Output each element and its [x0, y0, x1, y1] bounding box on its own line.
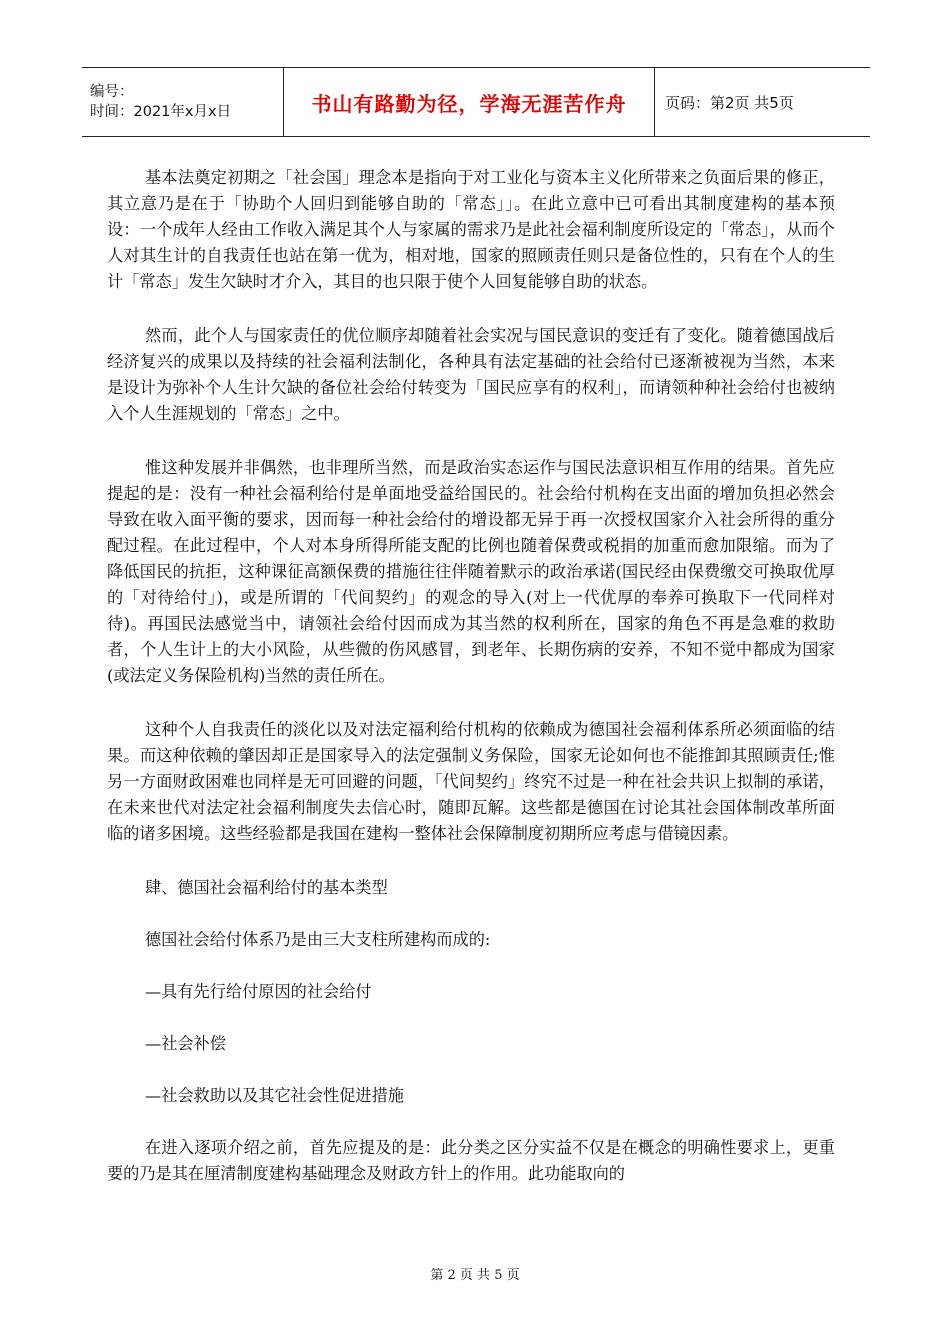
body-paragraph: 这种个人自我责任的淡化以及对法定福利给付机构的依赖成为德国社会福利体系所必须面临的结果。而这种依赖的肇因却正是国家导入的法定强制义务保险，国家无论如何也不能推卸其照顾责任;惟另一方面财政困难也同样是无可回避的问题，「代间契约」终究不过是一种在社会共识上拟制的承诺，在未来世代对法定社会福利制度失去信心时，随即瓦解。这些都是德国在讨论其社会国体制改革所面临的诸多困境。这些经验都是我国在建构一整体社会保障制度初期所应考虑与借镜因素。	[107, 720, 835, 843]
document-body	[107, 165, 835, 1187]
pillar-item: —社会补偿	[145, 1034, 226, 1053]
body-paragraph: 惟这种发展并非偶然，也非理所当然，而是政治实态运作与国民法意识相互作用的结果。首先应提起的是：没有一种社会福利给付是单面地受益给国民的。社会给付机构在支出面的增加负担必然会导致在收入面平衡的要求，因而每一种社会给付的增设都无异于再一次授权国家介入社会所得的重分配过程。在此过程中，个人对本身所得所能支配的比例也随着保费或税捐的加重而愈加限缩。而为了降低国民的抗拒，这种课征高额保费的措施往往伴随着默示的政治承诺(国民经由保费缴交可换取优厚的「对待给付」)，或是所谓的「代间契约」的观念的导入(对上一代优厚的奉养可换取下一代同样对待)。再国民法感觉当中，请领社会给付因而成为其当然的权利所在，国家的角色不再是急难的救助者，个人生计上的大小风险，从些微的伤风感冒，到老年、长期伤病的安养，不知不觉中都成为国家(或法定义务保险机构)当然的责任所在。	[107, 458, 835, 685]
pillar-item: —具有先行给付原因的社会给付	[145, 982, 372, 1001]
document-date-label: 时间：2021年x月x日	[90, 104, 232, 120]
body-paragraph: 然而，此个人与国家责任的优位顺序却随着社会实况与国民意识的变迁有了变化。随着德国战后经济复兴的成果以及持续的社会福利法制化，各种具有法定基础的社会给付已逐渐被视为当然，本来是设计为弥补个人生计欠缺的备位社会给付转变为「国民应享有的权利」，而请领种种社会给付也被纳入个人生涯规划的「常态」之中。	[107, 326, 835, 423]
page-label: 页码：第2页 共5页	[665, 93, 794, 112]
page-footer: 第 2 页 共 5 页	[430, 1268, 520, 1283]
page-header	[82, 67, 870, 137]
motto-text: 书山有路勤为径，学海无涯苦作舟	[311, 91, 627, 116]
closing-paragraph: 在进入逐项介绍之前，首先应提及的是：此分类之区分实益不仅是在概念的明确性要求上，更重要的乃是其在厘清制度建构基础理念及财政方针上的作用。此功能取向的	[107, 1138, 835, 1183]
document-number-label: 编号：	[90, 84, 134, 100]
header-meta	[82, 68, 283, 136]
pillar-item: —社会救助以及其它社会性促进措施	[145, 1086, 404, 1105]
intro-line: 德国社会给付体系乃是由三大支柱所建构而成的:	[145, 930, 491, 949]
body-paragraph: 基本法奠定初期之「社会国」理念本是指向于对工业化与资本主义化所带来之负面后果的修正，其立意乃是在于「协助个人回归到能够自助的「常态」」。在此立意中已可看出其制度建构的基本预设：一个成年人经由工作收入满足其个人与家属的需求乃是此社会福利制度所设定的「常态」，从而个人对其生计的自我责任也站在第一优为，相对地，国家的照顾责任则只是备位性的，只有在个人的生计「常态」发生欠缺时才介入，其目的也只限于使个人回复能够自助的状态。	[107, 168, 835, 291]
header-page-indicator	[655, 68, 870, 136]
header-motto	[283, 68, 655, 136]
section-heading: 肆、德国社会福利给付的基本类型	[145, 878, 388, 897]
